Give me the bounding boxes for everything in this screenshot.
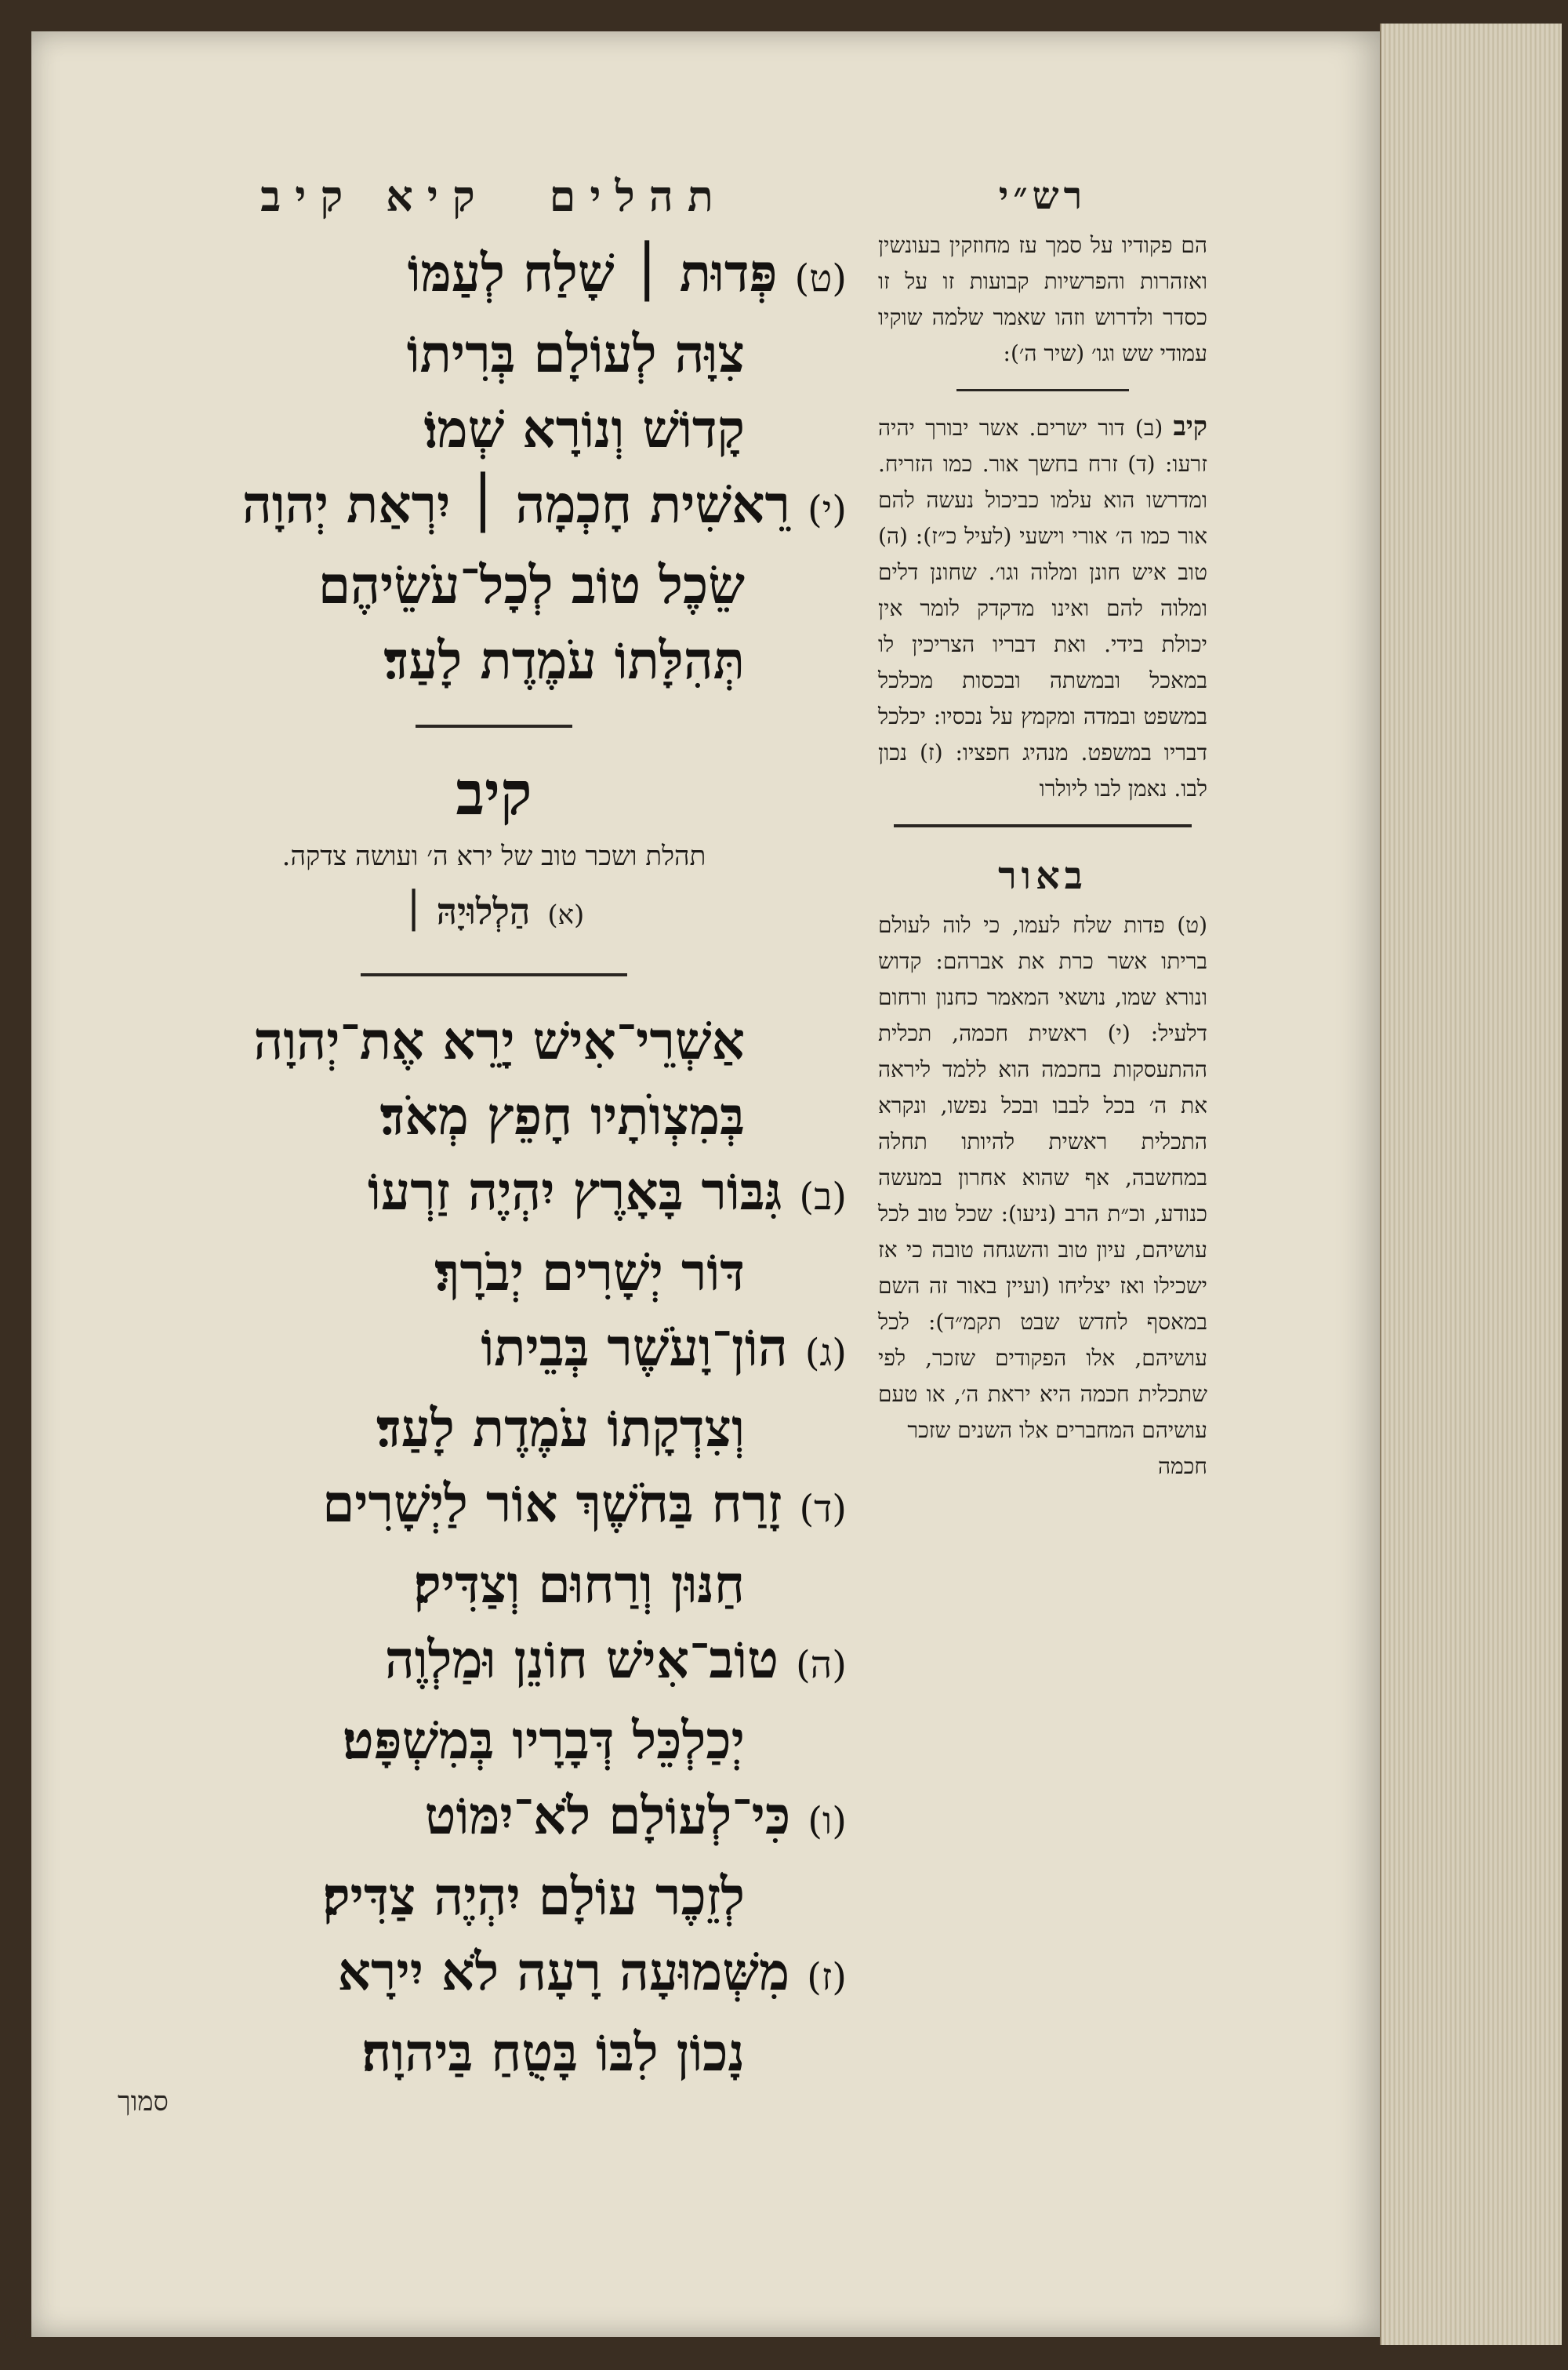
verse-text: כִּי־לְעוֹלָם לֹא־יִמּוֹט [424, 1785, 791, 1846]
verse-text: חַנּוּן וְרַחוּם וְצַדִּיק׃ [413, 1554, 745, 1615]
verse-line [141, 1390, 847, 1466]
rashi-psalm-text: (ב) דור ישרים. אשר יבורך יהיה זרעו: (ד) זרח בחשך אור. כמו הזריח. ומדרשו הוא עלמו כביכול נעשה להם אור כמו ה׳ אורי וישעי (לעיל כ״ז): (ה) טוב איש חונן ומלוה וגו׳. שחונן דלים ומלוה להם ואינו מדקדק לומר אין יכולת בידי. ואת דבריו הצריכין לו במאכל ובמשתה ובכסות מכלכל במשפט ובמדה ומקמץ על נכסיו: יכלכל דבריו במשפט. מנהיג חפציו: (ז) נכון לבו. נאמן לבו ליולרו [878, 415, 1207, 802]
verse-number: (ד) [799, 1487, 847, 1531]
verse-line [141, 1234, 847, 1310]
verse-line [141, 547, 847, 623]
rashi-psalm-112 [878, 409, 1207, 807]
verse-text: בְּמִצְוֺתָיו חָפֵץ מְאֹד׃ [379, 1085, 745, 1147]
verse-line [141, 1466, 847, 1547]
commentary-divider [956, 389, 1129, 391]
verse-number: (ג) [804, 1331, 847, 1375]
verse-line [141, 1703, 847, 1778]
verse-number: (ז) [807, 1955, 847, 1999]
verse-text: תְּהִלָּתוֹ עֹמֶדֶת לָעַד׃ [383, 630, 745, 691]
verse-number: (א) [547, 900, 585, 931]
verse-text: דּוֹר יְשָׁרִים יְבֹרָךְ׃ [434, 1241, 745, 1303]
verse-number: (ב) [799, 1175, 847, 1219]
verse-line [141, 1622, 847, 1703]
section-divider [361, 973, 627, 976]
running-head-numbers: קיא קיב [260, 171, 489, 221]
verse-line [141, 1859, 847, 1934]
verse-text: הוֹן־וָעֹשֶׁר בְּבֵיתוֹ [481, 1317, 788, 1378]
verse-line [141, 2015, 847, 2090]
verse-text: מִשְּׁמוּעָה רָעָה לֹא יִירָא [337, 1941, 790, 2002]
verse-text: קָדוֹשׁ וְנוֹרָא שְׁמוֹ׃ [423, 398, 745, 460]
biur-text: (ט) פדות שלח לעמו, כי לוה לעולם בריתו אשר כרת את אברהם: קדוש ונורא שמו, נושאי המאמר כחנון ורחום דלעיל: (י) ראשית חכמה, תכלית ההתעסקות בחכמה הוא ללמד ליראה את ה׳ בכל לבבו ובכל נפשו, ונקרא התכלית ראשית להיותו תחלה במחשבה, אף שהוא אחרון במעשה כנודע, וכ״ת הרב (ניעו): שכל טוב לכל עושיהם, עיון טוב והשגחה טובה כי אז ישכילו ואז יצליחו (ועיין באור זה השם במאסף לחדש שבט תקמ״ד): לכל עושיהם, אלו הפקודים שזכר, לפי שתכלית חכמה היא יראת ה׳, או טעם עושיהם המחברים אלו השנים שזכר [878, 912, 1207, 1443]
verse-line [141, 316, 847, 391]
verse-line [141, 1778, 847, 1859]
verse-number: (ה) [795, 1643, 847, 1687]
psalm-superscript: תהלת ושכר טוב של ירא ה׳ ועושה צדקה. [281, 841, 706, 872]
verse-number: (י) [807, 488, 847, 532]
psalm-verses [141, 1003, 847, 2090]
commentary-divider [894, 824, 1192, 827]
rashi-intro: הם פקודיו על סמך עז מחוזקין בעונשין ואזהרות והפרשיות קבועות זו על זו כסדר ולדרוש וזהו שאמר שלמה שוקיו עמודי שש וגו׳ (שיר ה׳): [878, 232, 1207, 366]
biur-catchword: חכמה [1158, 1453, 1207, 1479]
running-head [141, 165, 847, 227]
verse-line [141, 467, 847, 547]
verse-text: גִּבּוֹר בָּאָרֶץ יִהְיֶה זַרְעוֹ [367, 1161, 782, 1222]
verse-text: נָכוֹן לִבּוֹ בָּטֻחַ בַּיהוָה׃ [361, 2022, 745, 2083]
hallelujah-line [141, 880, 847, 947]
verse-text: פְּדוּת ׀ שָׁלַח לְעַמּוֹ [407, 242, 778, 304]
verse-text: הַלְלוּיָהּ ׀ [403, 890, 531, 932]
verse-number: (ט) [794, 256, 847, 300]
verse-number: (ו) [808, 1799, 847, 1843]
verse-text: רֵאשִׁית חָכְמָה ׀ יִרְאַת יְהוָה [241, 474, 790, 535]
rashi-heading: רש״י [998, 174, 1087, 218]
verse-line [141, 1154, 847, 1234]
catchword: סמוך [118, 2086, 169, 2117]
verse-text: לְזֵכֶר עוֹלָם יִהְיֶה צַדִּיק׃ [322, 1866, 745, 1927]
verse-line [141, 1310, 847, 1390]
verse-line [141, 391, 847, 467]
verse-text: יְכַלְכֵּל דְּבָרָיו בְּמִשְׁפָּט׃ [342, 1710, 745, 1771]
running-head-title: תהלים [549, 171, 728, 221]
verse-line [141, 1547, 847, 1622]
rashi-psalm-marker: קיב [1173, 411, 1207, 442]
verse-line [141, 1934, 847, 2015]
verse-text: אַשְׁרֵי־אִישׁ יָרֵא אֶת־יְהוָה [253, 1010, 745, 1071]
verse-line [141, 235, 847, 316]
biur-heading: באור [998, 854, 1087, 898]
verse-text: וְצִדְקָתוֹ עֹמֶדֶת לָעַד׃ [376, 1398, 745, 1459]
verse-text: צִוָּה לְעוֹלָם בְּרִיתוֹ [406, 323, 745, 384]
psalm-number: קיב [456, 758, 532, 828]
page-block-edge [1380, 24, 1562, 2345]
verse-line [141, 1078, 847, 1154]
verse-text: זָרַח בַּחֹשֶׁךְ אוֹר לַיְשָׁרִים [322, 1473, 782, 1534]
verse-line [141, 1003, 847, 1078]
verse-text: שֵׂכֶל טוֹב לְכָל־עֹשֵׂיהֶם [318, 554, 745, 616]
main-column [141, 165, 847, 2090]
verse-text: טוֹב־אִישׁ חוֹנֵן וּמַלְוֶה [384, 1629, 779, 1690]
section-divider [416, 725, 572, 728]
verse-line [141, 623, 847, 698]
commentary-column [878, 165, 1207, 1485]
top-verses [141, 235, 847, 698]
